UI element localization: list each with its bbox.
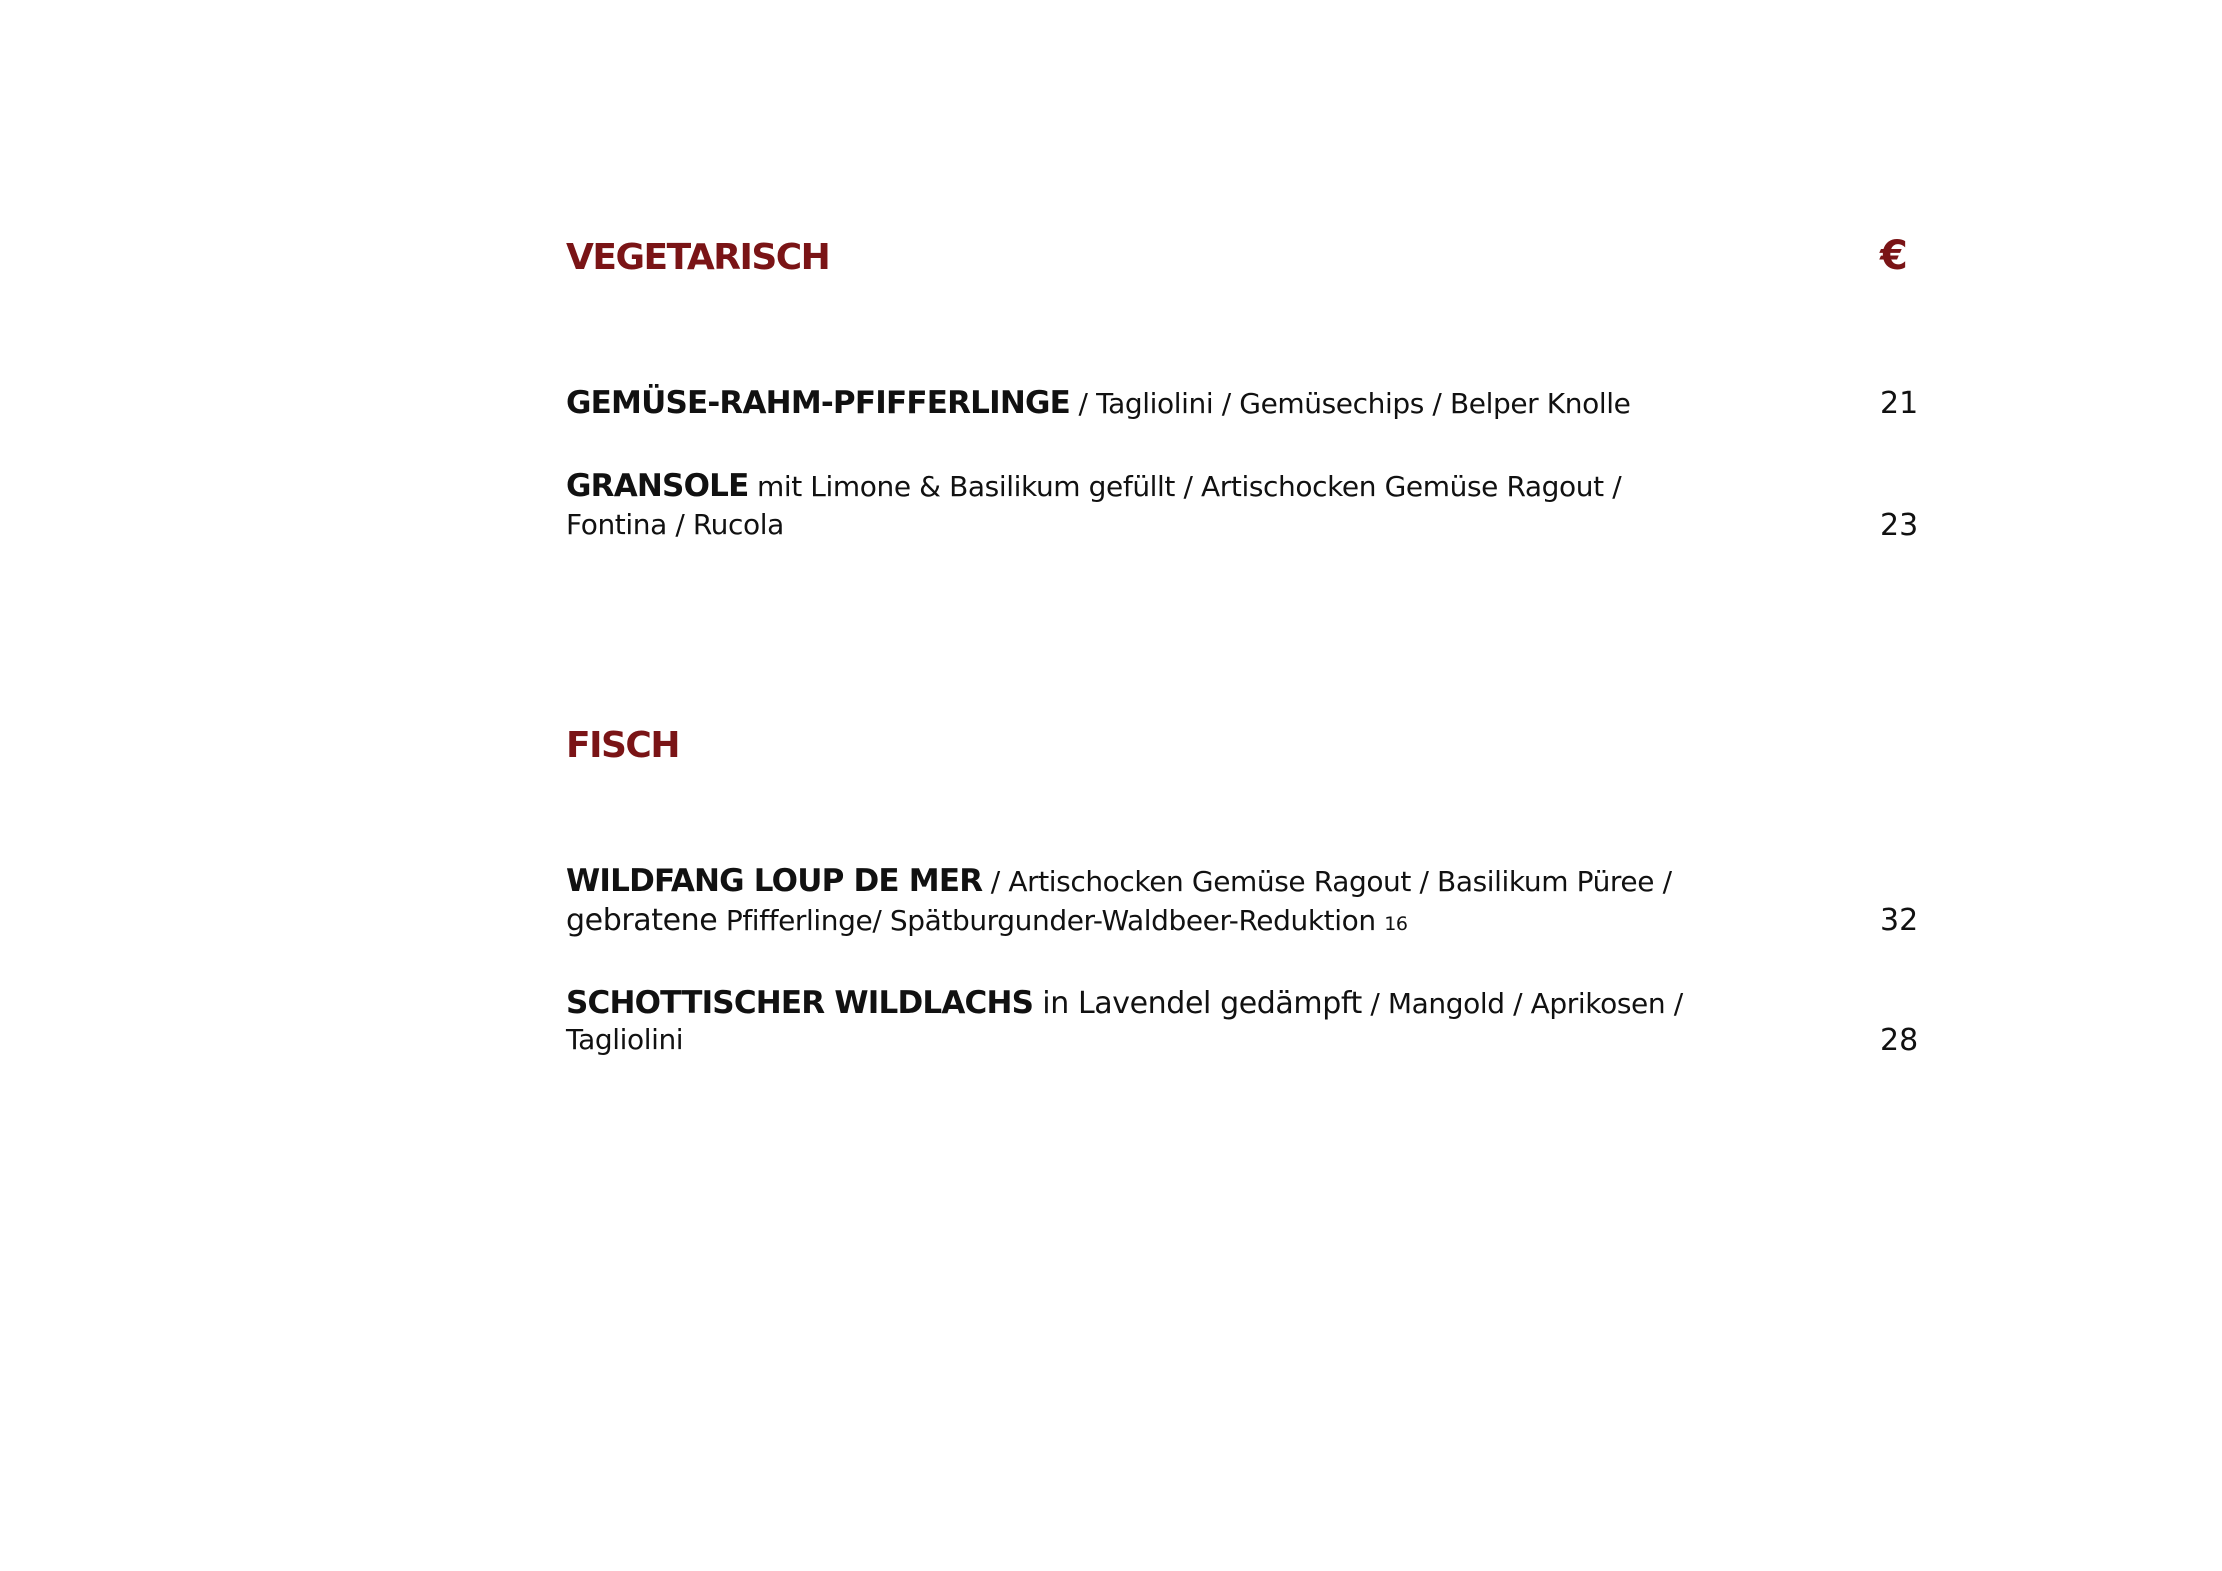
currency-header: € [1880, 233, 1908, 279]
item-description-lead: gebratene [566, 903, 718, 938]
item-description-continued: Fontina / Rucola [566, 508, 784, 541]
item-description: / Artischocken Gemüse Ragout / Basilikum Püree / [982, 865, 1672, 898]
section-heading-vegetarisch: VEGETARISCH [566, 237, 830, 278]
item-price: 28 [1880, 1023, 1919, 1058]
allergen-code: 16 [1384, 913, 1408, 935]
item-description-continued [566, 903, 1408, 938]
item-description: mit Limone & Basilikum gefüllt / Artischocken Gemüse Ragout / [748, 470, 1622, 503]
menu-item-gransole [566, 468, 1622, 504]
item-description: / Mangold / Aprikosen / [1361, 987, 1683, 1020]
menu-item-gemuese-rahm-pfifferlinge [566, 385, 1631, 421]
item-description: Pfifferlinge/ Spätburgunder-Waldbeer-Reduktion [717, 904, 1385, 937]
item-price: 21 [1880, 386, 1919, 421]
section-heading-fisch: FISCH [566, 725, 679, 766]
item-name: GRANSOLE [566, 468, 749, 504]
item-description-continued: Tagliolini [566, 1023, 684, 1056]
menu-item-schottischer-wildlachs [566, 985, 1683, 1021]
item-description: / Tagliolini / Gemüsechips / Belper Knolle [1070, 387, 1631, 420]
menu-item-wildfang-loup-de-mer [566, 863, 1672, 899]
item-subtitle: in Lavendel gedämpft [1033, 986, 1362, 1021]
item-name: GEMÜSE-RAHM-PFIFFERLINGE [566, 385, 1071, 421]
item-name: WILDFANG LOUP DE MER [566, 863, 983, 899]
item-price: 32 [1880, 903, 1919, 938]
item-price: 23 [1880, 508, 1919, 543]
item-name: SCHOTTISCHER WILDLACHS [566, 985, 1034, 1021]
